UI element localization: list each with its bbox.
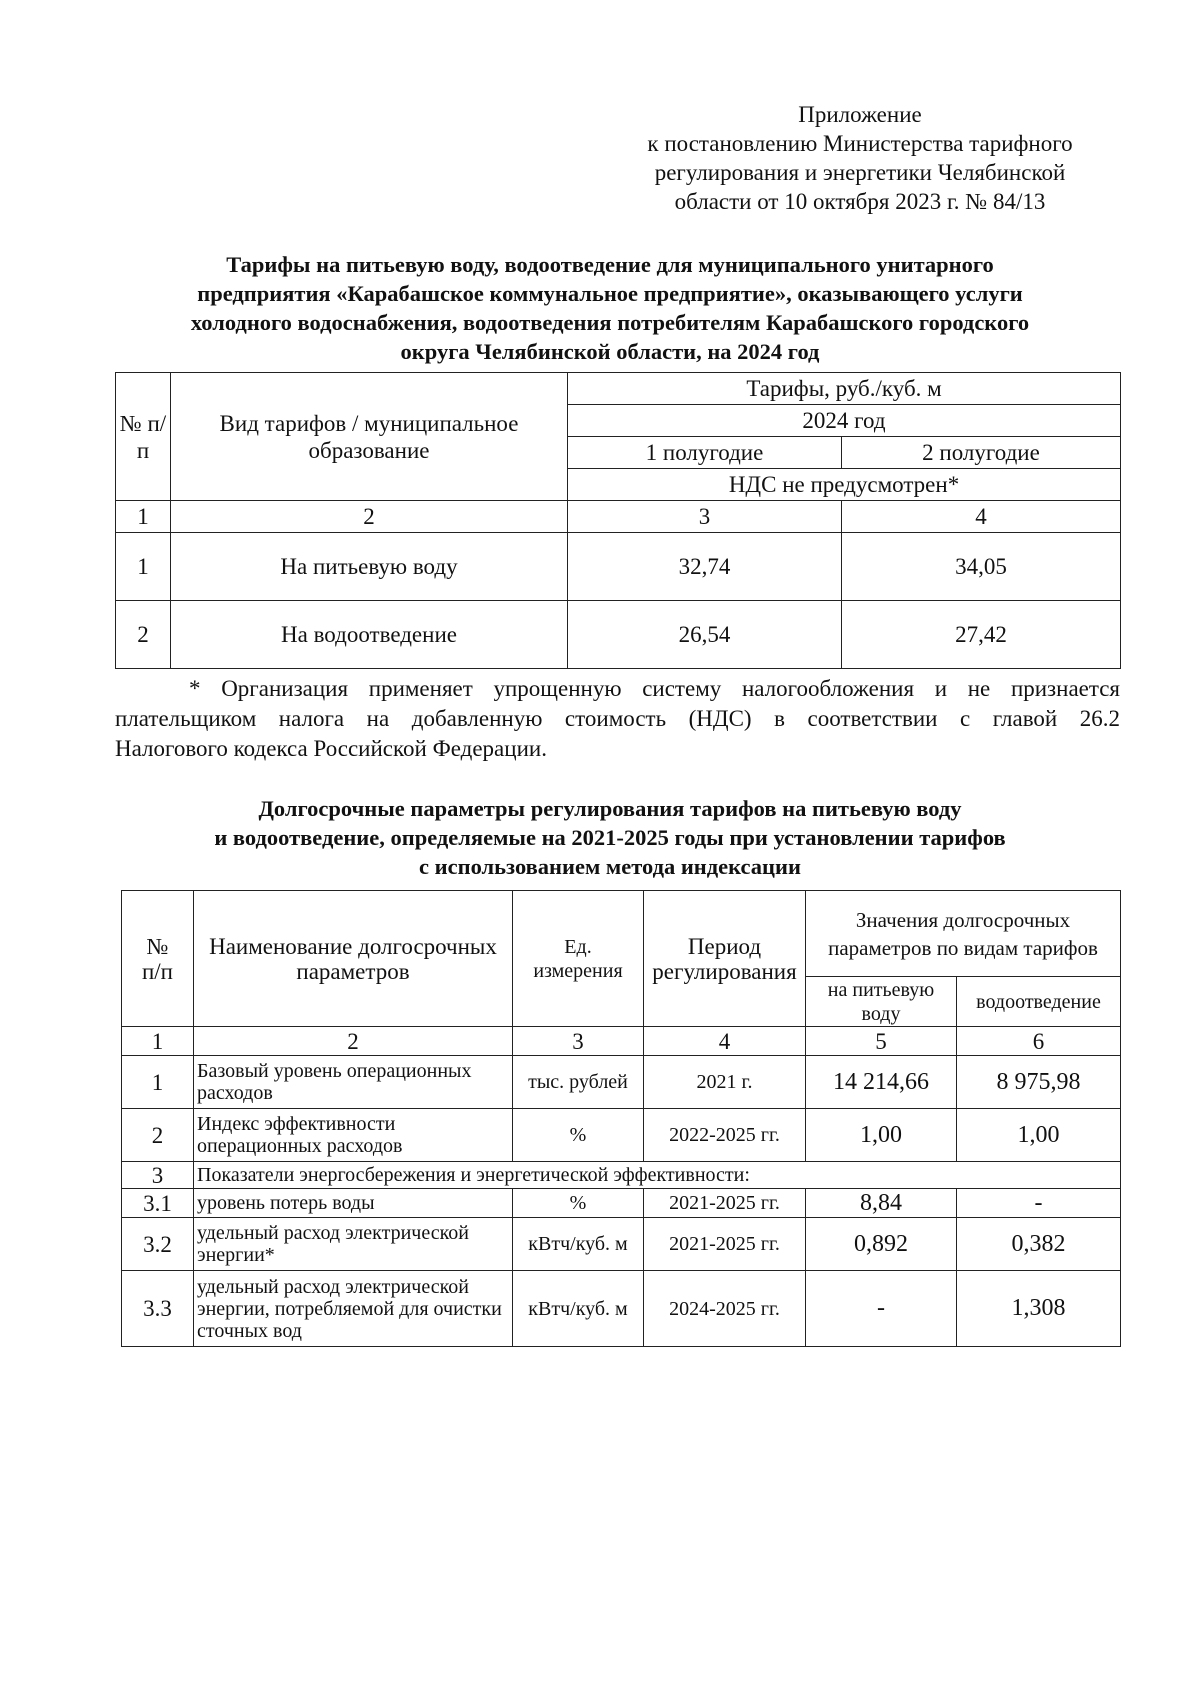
- section-row: [122, 1162, 1121, 1189]
- row-half1: 26,54: [568, 601, 842, 669]
- row-water: -: [806, 1271, 957, 1347]
- appendix-header: [600, 100, 1120, 216]
- title-line: округа Челябинской области, на 2024 год: [400, 339, 820, 364]
- table-row: [116, 601, 1121, 669]
- footnote-line: * Организация применяет упрощенную систему налогообложения и не признается: [189, 676, 1120, 701]
- row-num: 1: [122, 1056, 194, 1109]
- row-half1: 32,74: [568, 533, 842, 601]
- tariffs-table: [115, 372, 1121, 669]
- row-unit: кВтч/куб. м: [513, 1218, 644, 1271]
- header-year: 2024 год: [568, 405, 1121, 437]
- header-half1: 1 полугодие: [568, 437, 842, 469]
- row-num: 1: [116, 533, 171, 601]
- row-sewage: 1,308: [957, 1271, 1121, 1347]
- row-water: 14 214,66: [806, 1056, 957, 1109]
- appendix-line: Приложение: [798, 102, 922, 127]
- row-half2: 34,05: [842, 533, 1121, 601]
- row-sewage: 1,00: [957, 1109, 1121, 1162]
- row-name: уровень потерь воды: [194, 1189, 513, 1218]
- header-sewage: водоотведение: [957, 977, 1121, 1027]
- row-unit: кВтч/куб. м: [513, 1271, 644, 1347]
- row-period: 2021-2025 гг.: [644, 1218, 806, 1271]
- header-vat: НДС не предусмотрен*: [568, 469, 1121, 501]
- row-water: 8,84: [806, 1189, 957, 1218]
- vat-footnote: [115, 674, 1120, 764]
- appendix-line: регулирования и энергетики Челябинской: [654, 160, 1066, 185]
- row-name: На водоотведение: [171, 601, 568, 669]
- header-tariffs: Тарифы, руб./куб. м: [568, 373, 1121, 405]
- row-num: 3.2: [122, 1218, 194, 1271]
- row-period: 2024-2025 гг.: [644, 1271, 806, 1347]
- row-num: 2: [122, 1109, 194, 1162]
- row-sewage: 8 975,98: [957, 1056, 1121, 1109]
- appendix-line: области от 10 октября 2023 г. № 84/13: [674, 189, 1046, 214]
- row-name: удельный расход электрической энергии, потребляемой для очистки сточных вод: [194, 1271, 513, 1347]
- col-number: 4: [644, 1027, 806, 1056]
- row-water: 1,00: [806, 1109, 957, 1162]
- header-num: № п/п: [116, 373, 171, 501]
- row-sewage: 0,382: [957, 1218, 1121, 1271]
- table-row: [122, 1271, 1121, 1347]
- row-name: Индекс эффективности операционных расходов: [194, 1109, 513, 1162]
- col-number: 4: [842, 501, 1121, 533]
- appendix-line: к постановлению Министерства тарифного: [647, 131, 1073, 156]
- header-period: Период регулирования: [644, 891, 806, 1027]
- title-line: холодного водоснабжения, водоотведения потребителям Карабашского городского: [190, 310, 1030, 335]
- row-half2: 27,42: [842, 601, 1121, 669]
- section-name: Показатели энергосбережения и энергетической эффективности:: [194, 1162, 1121, 1189]
- title-line: с использованием метода индексации: [419, 854, 801, 879]
- row-sewage: -: [957, 1189, 1121, 1218]
- title-line: предприятия «Карабашское коммунальное предприятие», оказывающего услуги: [197, 281, 1023, 306]
- footnote-line: Налогового кодекса Российской Федерации.: [115, 736, 547, 761]
- row-num: 3.3: [122, 1271, 194, 1347]
- table-row: [122, 1189, 1121, 1218]
- row-name: На питьевую воду: [171, 533, 568, 601]
- col-number: 3: [513, 1027, 644, 1056]
- footnote-line: плательщиком налога на добавленную стоимость (НДС) в соответствии с главой 26.2: [115, 706, 1120, 731]
- row-period: 2022-2025 гг.: [644, 1109, 806, 1162]
- header-unit: Ед. измерения: [513, 891, 644, 1027]
- header-values: Значения долгосрочных параметров по видам тарифов: [806, 891, 1121, 977]
- col-number: 5: [806, 1027, 957, 1056]
- table-row: [122, 1056, 1121, 1109]
- row-num: 2: [116, 601, 171, 669]
- row-num: 3.1: [122, 1189, 194, 1218]
- title-line: Тарифы на питьевую воду, водоотведение для муниципального унитарного: [226, 252, 994, 277]
- header-half2: 2 полугодие: [842, 437, 1121, 469]
- row-unit: %: [513, 1109, 644, 1162]
- header-num: № п/п: [122, 891, 194, 1027]
- params-table: [121, 890, 1121, 1347]
- col-number: 3: [568, 501, 842, 533]
- row-period: 2021 г.: [644, 1056, 806, 1109]
- col-number: 2: [194, 1027, 513, 1056]
- col-number: 2: [171, 501, 568, 533]
- title-line: Долгосрочные параметры регулирования тарифов на питьевую воду: [258, 796, 962, 821]
- params-title: [130, 794, 1090, 881]
- col-number: 6: [957, 1027, 1121, 1056]
- tariffs-title: [100, 250, 1120, 366]
- row-unit: тыс. рублей: [513, 1056, 644, 1109]
- table-row: [122, 1109, 1121, 1162]
- table-row: [122, 1218, 1121, 1271]
- row-water: 0,892: [806, 1218, 957, 1271]
- row-period: 2021-2025 гг.: [644, 1189, 806, 1218]
- header-type: Вид тарифов / муниципальное образование: [171, 373, 568, 501]
- section-num: 3: [122, 1162, 194, 1189]
- row-unit: %: [513, 1189, 644, 1218]
- header-water: на питьевую воду: [806, 977, 957, 1027]
- col-number: 1: [122, 1027, 194, 1056]
- table-row: [116, 533, 1121, 601]
- col-number: 1: [116, 501, 171, 533]
- header-name: Наименование долгосрочных параметров: [194, 891, 513, 1027]
- row-name: удельный расход электрической энергии*: [194, 1218, 513, 1271]
- row-name: Базовый уровень операционных расходов: [194, 1056, 513, 1109]
- title-line: и водоотведение, определяемые на 2021-2025 годы при установлении тарифов: [214, 825, 1006, 850]
